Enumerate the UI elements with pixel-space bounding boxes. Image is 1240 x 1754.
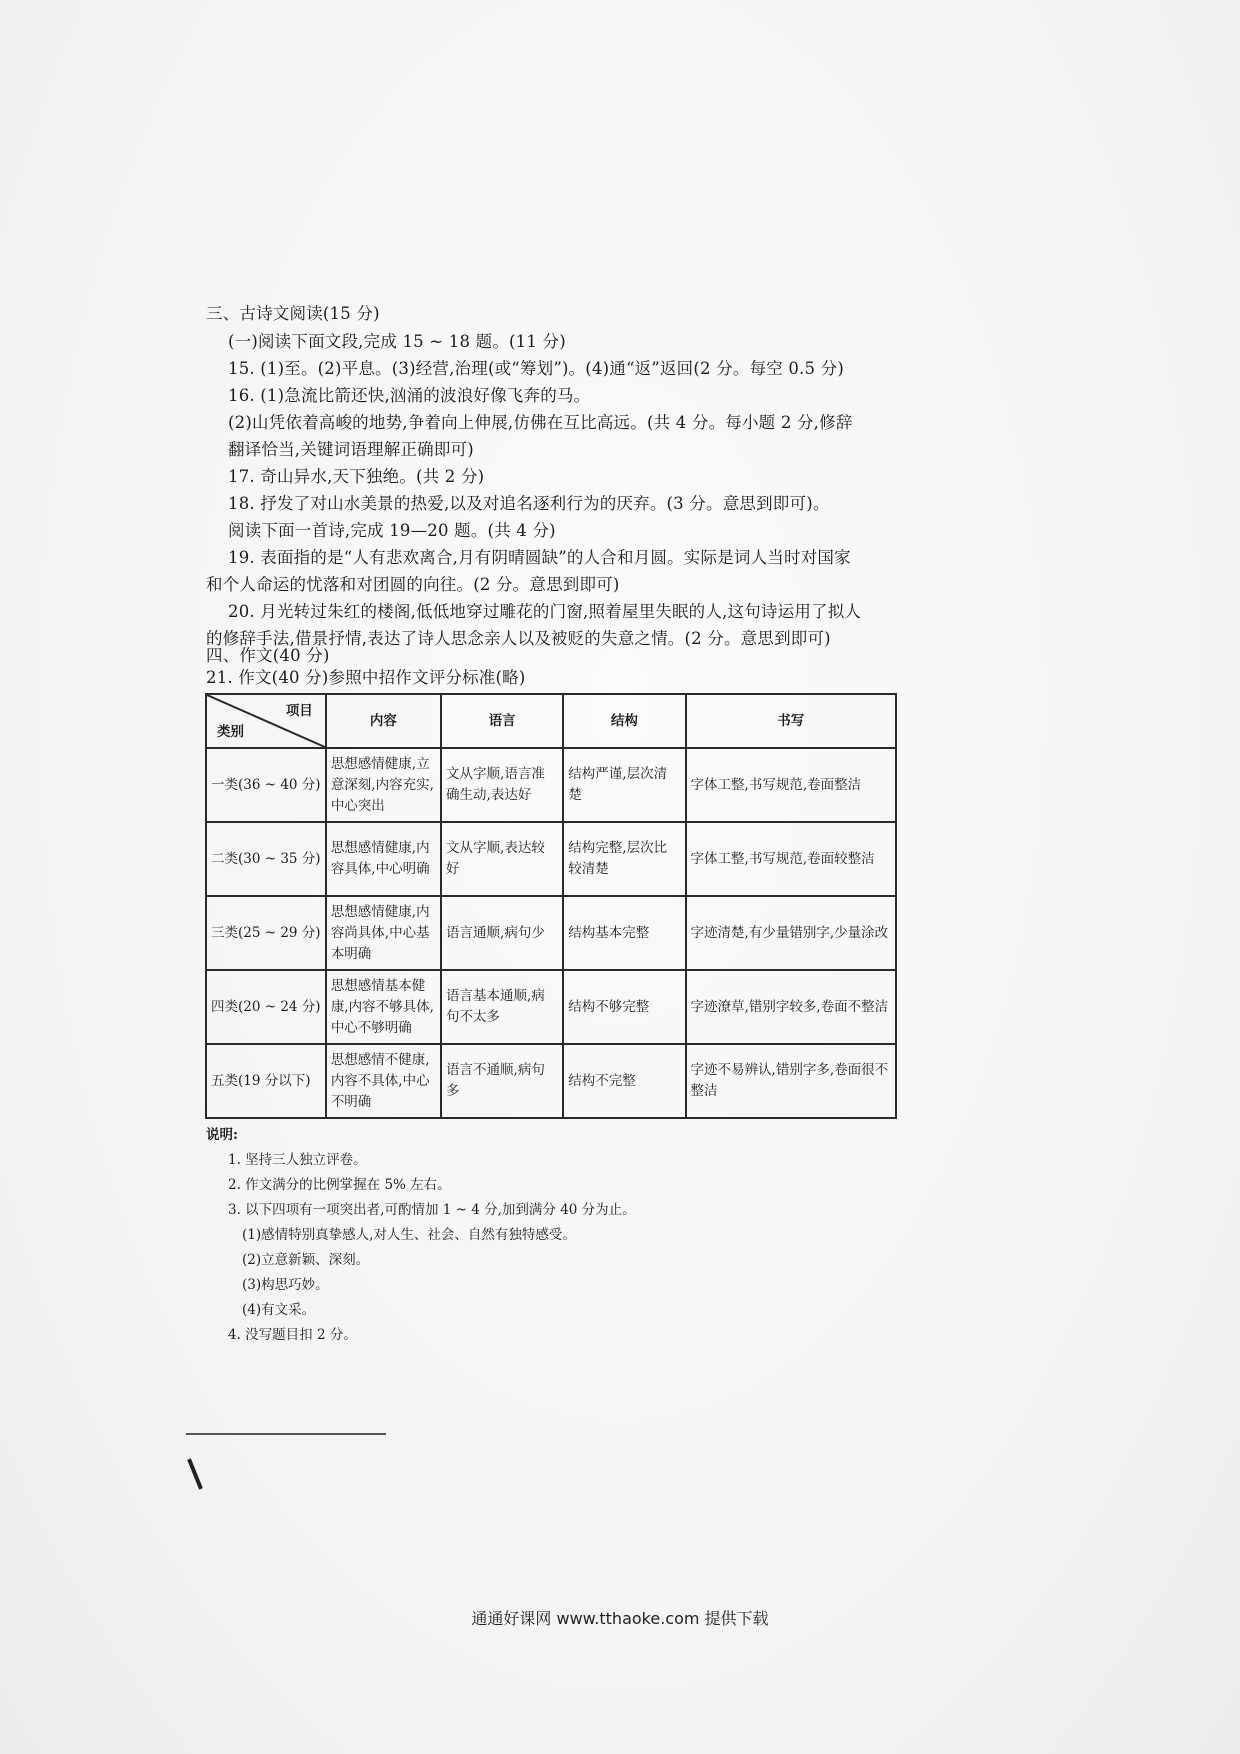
text-line: 的修辞手法,借景抒情,表达了诗人思念亲人以及被贬的失意之情。(2 分。意思到即可)	[206, 629, 831, 648]
cell-structure: 结构基本完整	[563, 896, 685, 970]
text-line: 16. (1)急流比箭还快,汹涌的波浪好像飞奔的马。	[228, 386, 591, 405]
cell-structure: 结构严谨,层次清楚	[563, 748, 685, 822]
cell-content: 思想感情基本健康,内容不够具体,中心不够明确	[326, 970, 441, 1044]
text-line: (2)山凭依着高峻的地势,争着向上伸展,仿佛在互比高远。(共 4 分。每小题 2 分,修辞	[228, 413, 853, 432]
row-category: 二类(30 ~ 35 分)	[206, 822, 326, 896]
table-row	[206, 896, 896, 970]
row-category: 三类(25 ~ 29 分)	[206, 896, 326, 970]
text-line: 19. 表面指的是“人有悲欢离合,月有阴晴圆缺”的人合和月圆。实际是词人当时对国家	[228, 548, 851, 567]
cell-writing: 字迹潦草,错别字较多,卷面不整洁	[686, 970, 896, 1044]
table-row	[206, 748, 896, 822]
essay-scoring-table	[205, 693, 897, 1119]
row-category: 一类(36 ~ 40 分)	[206, 748, 326, 822]
text-line: 17. 奇山异水,天下独绝。(共 2 分)	[228, 467, 485, 486]
text-line: 21. 作文(40 分)参照中招作文评分标准(略)	[206, 668, 526, 687]
footer-watermark-text: 通通好课网 www.tthaoke.com 提供下载	[471, 1609, 769, 1628]
table-row	[206, 1044, 896, 1118]
cell-structure: 结构完整,层次比较清楚	[563, 822, 685, 896]
cell-content: 思想感情不健康,内容不具体,中心不明确	[326, 1044, 441, 1118]
text-line: 18. 抒发了对山水美景的热爱,以及对追名逐利行为的厌弃。(3 分。意思到即可)。	[228, 494, 830, 513]
text-line: 15. (1)至。(2)平息。(3)经营,治理(或“筹划”)。(4)通“返”返回(2 分。每空 0.5 分)	[228, 359, 844, 378]
cell-language: 语言基本通顺,病句不太多	[441, 970, 563, 1044]
note-item: 1. 坚持三人独立评卷。	[228, 1152, 367, 1168]
text-line: 20. 月光转过朱红的楼阁,低低地穿过雕花的门窗,照着屋里失眠的人,这句诗运用了拟人	[228, 602, 862, 621]
note-item: 3. 以下四项有一项突出者,可酌情加 1 ~ 4 分,加到满分 40 分为止。	[228, 1202, 636, 1218]
note-subitem: (1)感情特别真挚感人,对人生、社会、自然有独特感受。	[242, 1227, 576, 1243]
text-line: 翻译恰当,关键词语理解正确即可)	[228, 440, 474, 459]
text-line: 阅读下面一首诗,完成 19—20 题。(共 4 分)	[228, 521, 556, 540]
cell-language: 文从字顺,语言准确生动,表达好	[441, 748, 563, 822]
notes-heading: 说明:	[206, 1127, 238, 1143]
cell-writing: 字迹清楚,有少量错别字,少量涂改	[686, 896, 896, 970]
section-heading-essay: 四、作文(40 分)	[206, 646, 330, 665]
cell-writing: 字迹不易辨认,错别字多,卷面很不整洁	[686, 1044, 896, 1118]
note-item: 2. 作文满分的比例掌握在 5% 左右。	[228, 1177, 451, 1193]
row-category: 五类(19 分以下)	[206, 1044, 326, 1118]
row-category: 四类(20 ~ 24 分)	[206, 970, 326, 1044]
corner-label-category: 类别	[217, 724, 244, 740]
section-heading-poetry: 三、古诗文阅读(15 分)	[206, 304, 380, 323]
table-row	[206, 970, 896, 1044]
table-row	[206, 822, 896, 896]
note-item: 4. 没写题目扣 2 分。	[228, 1327, 357, 1343]
column-header-language: 语言	[441, 694, 563, 748]
cell-content: 思想感情健康,内容尚具体,中心基本明确	[326, 896, 441, 970]
column-header-structure: 结构	[563, 694, 685, 748]
cell-language: 文从字顺,表达较好	[441, 822, 563, 896]
note-subitem: (3)构思巧妙。	[242, 1277, 329, 1293]
cell-structure: 结构不完整	[563, 1044, 685, 1118]
table-corner-cell	[206, 694, 326, 748]
text-line: (一)阅读下面文段,完成 15 ~ 18 题。(11 分)	[228, 332, 566, 351]
cell-writing: 字体工整,书写规范,卷面整洁	[686, 748, 896, 822]
corner-label-item: 项目	[285, 703, 313, 719]
note-subitem: (4)有文采。	[242, 1302, 316, 1318]
column-header-content: 内容	[326, 694, 441, 748]
note-subitem: (2)立意新颖、深刻。	[242, 1252, 370, 1268]
column-header-writing: 书写	[686, 694, 896, 748]
text-line: 和个人命运的忧落和对团圆的向往。(2 分。意思到即可)	[206, 575, 620, 594]
horizontal-rule	[186, 1433, 386, 1435]
cell-language: 语言不通顺,病句多	[441, 1044, 563, 1118]
cell-content: 思想感情健康,立意深刻,内容充实,中心突出	[326, 748, 441, 822]
cell-writing: 字体工整,书写规范,卷面较整洁	[686, 822, 896, 896]
cell-language: 语言通顺,病句少	[441, 896, 563, 970]
cell-structure: 结构不够完整	[563, 970, 685, 1044]
cell-content: 思想感情健康,内容具体,中心明确	[326, 822, 441, 896]
